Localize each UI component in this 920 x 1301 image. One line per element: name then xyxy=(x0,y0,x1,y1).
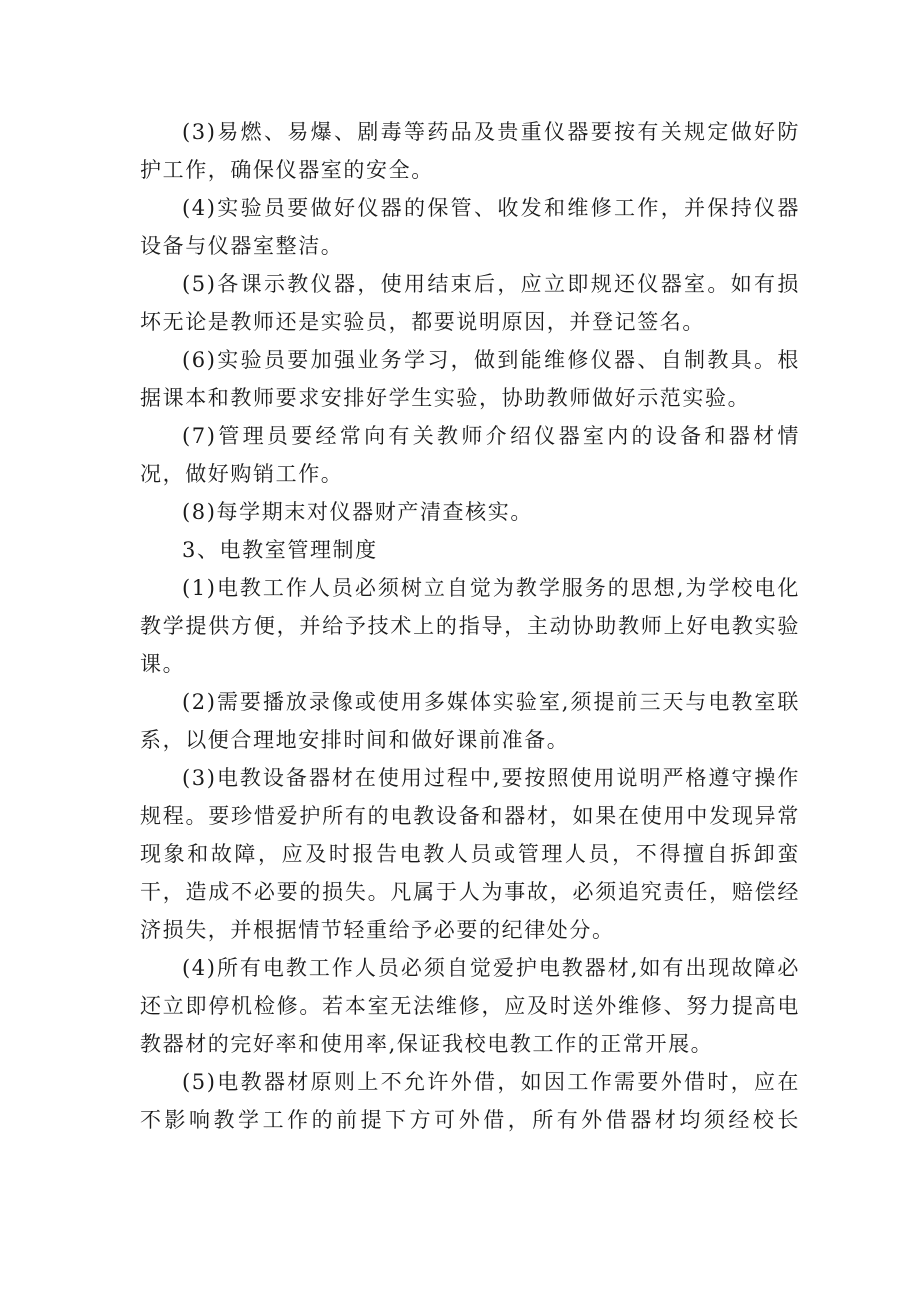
document-body xyxy=(140,113,800,1139)
paragraph-item-4-equipment-care: (4)实验员要做好仪器的保管、收发和维修工作，并保持仪器设备与仪器室整洁。 xyxy=(140,196,800,258)
paragraph-item-7-manager-duties: (7)管理员要经常向有关教师介绍仪器室内的设备和器材情况，做好购销工作。 xyxy=(140,424,800,486)
section-heading-av-room-rules: 3、电教室管理制度 xyxy=(182,538,378,562)
paragraph-item-8-semester-audit: (8)每学期末对仪器财产清查核实。 xyxy=(182,500,533,524)
av-rule-2-booking: (2)需要播放录像或使用多媒体实验室,须提前三天与电教室联系，以便合理地安排时间和做好课前准备。 xyxy=(140,690,800,752)
paragraph-item-5-return-instruments: (5)各课示教仪器，使用结束后，应立即规还仪器室。如有损坏无论是教师还是实验员，都要说明原因，并登记签名。 xyxy=(140,272,800,334)
paragraph-item-3-hazardous-materials: (3)易燃、易爆、剧毒等药品及贵重仪器要按有关规定做好防护工作，确保仪器室的安全。 xyxy=(140,120,800,182)
av-rule-3-operation: (3)电教设备器材在使用过程中,要按照使用说明严格遵守操作规程。要珍惜爱护所有的电教设备和器材，如果在使用中发现异常现象和故障，应及时报告电教人员或管理人员，不得擅自拆卸蛮干，造成不必要的损失。凡属于人为事故，必须追究责任，赔偿经济损失，并根据情节轻重给予必要的纪律处分。 xyxy=(140,766,800,942)
av-rule-5-lending: (5)电教器材原则上不允许外借，如因工作需要外借时，应在不影响教学工作的前提下方可外借，所有外借器材均须经校长 xyxy=(140,1070,800,1132)
av-rule-1-service: (1)电教工作人员必须树立自觉为教学服务的思想,为学校电化教学提供方便，并给予技术上的指导，主动协助教师上好电教实验课。 xyxy=(140,576,800,676)
av-rule-4-maintenance: (4)所有电教工作人员必须自觉爱护电教器材,如有出现故障必还立即停机检修。若本室无法维修，应及时送外维修、努力提高电教器材的完好率和使用率,保证我校电教工作的正常开展。 xyxy=(140,956,800,1056)
paragraph-item-6-professional-study: (6)实验员要加强业务学习，做到能维修仪器、自制教具。根据课本和教师要求安排好学生实验，协助教师做好示范实验。 xyxy=(140,348,800,410)
